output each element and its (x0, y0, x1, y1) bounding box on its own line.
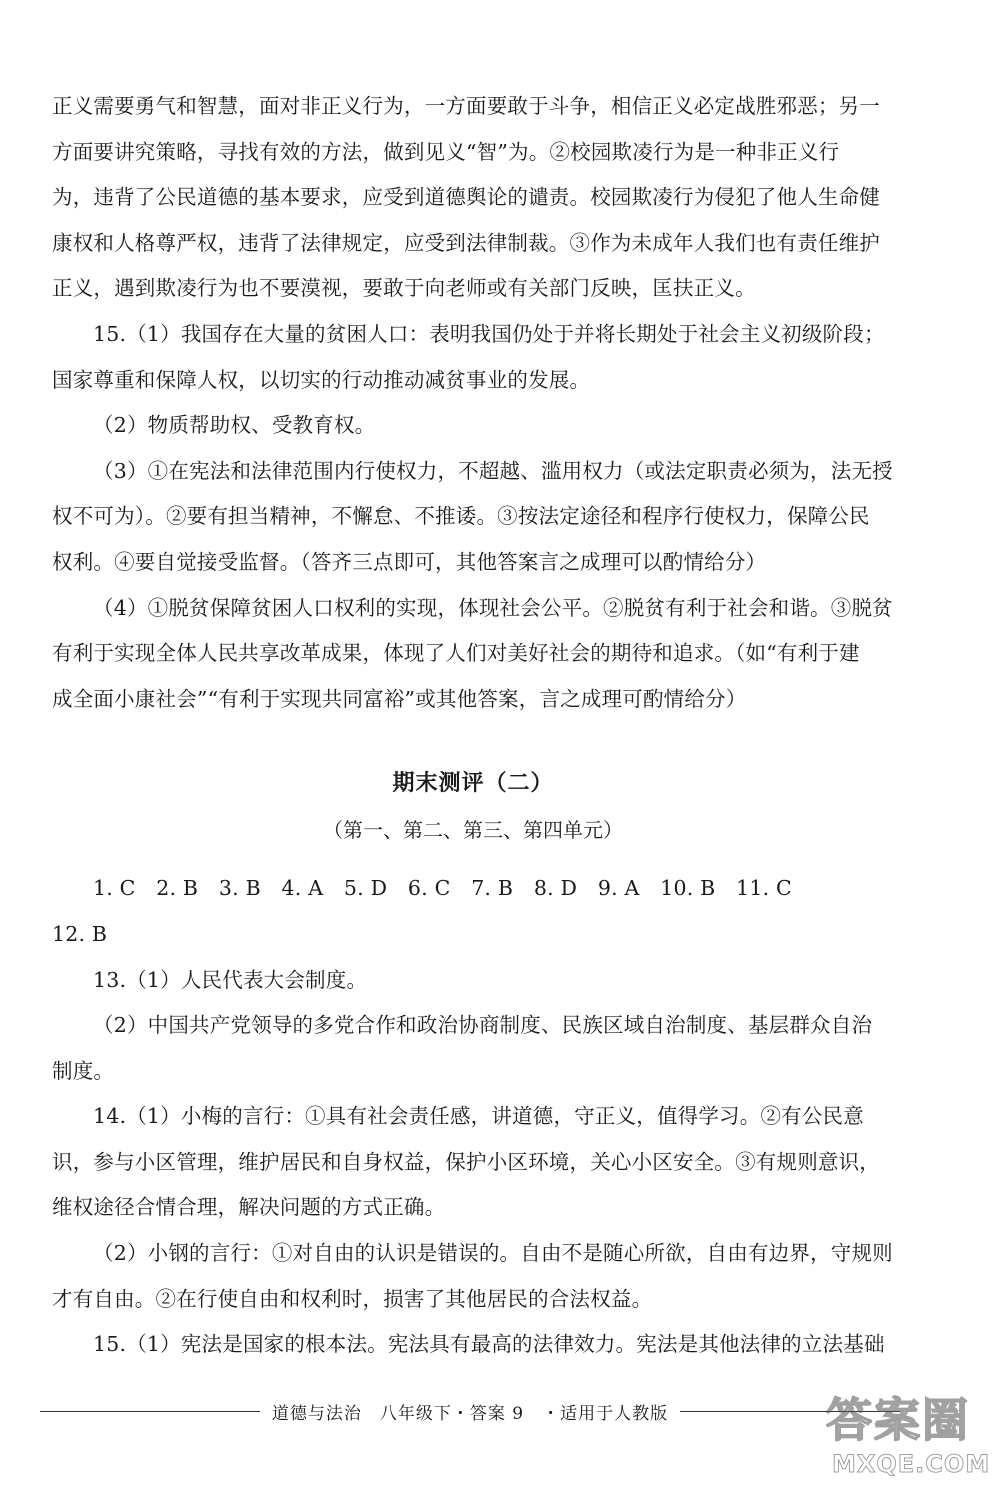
text-line: 有利于实现全体人民共享改革成果，体现了人们对美好社会的期待和追求。（如“有利于建 (52, 641, 860, 666)
text-line: 成全面小康社会”“有利于实现共同富裕”或其他答案，言之成理可酌情给分） (52, 686, 747, 711)
watermark-logo-text: 答案圈 (826, 1393, 970, 1447)
text-line: （2）物质帮助权、受教育权。 (93, 413, 376, 438)
text-line: （2）中国共产党领导的多党合作和政治协商制度、民族区域自治制度、基层群众自治 (93, 1013, 873, 1038)
answer-paragraph (52, 958, 894, 1004)
section-subtitle: （第一、第二、第三、第四单元） (323, 818, 623, 843)
text-line: 方面要讲究策略，寻找有效的方法，做到见义“智”为。②校园欺凌行为是一种非正义行 (52, 139, 840, 164)
answer-paragraph (52, 866, 894, 957)
watermark-url-text: MXQE.COM (832, 1450, 991, 1478)
text-line: 制度。 (52, 1058, 115, 1083)
section-title: 期末测评（二） (392, 771, 554, 797)
answer-paragraph (52, 586, 894, 723)
page-footer (40, 1396, 900, 1426)
answer-paragraph (52, 403, 894, 449)
answer-paragraph (52, 84, 894, 312)
text-line: 14.（1）小梅的言行：①具有社会责任感，讲道德，守正义，值得学习。②有公民意 (93, 1104, 864, 1129)
text-line: 为，违背了公民道德的基本要求，应受到道德舆论的谴责。校园欺凌行为侵犯了他人生命健 (52, 185, 880, 210)
text-line: 15.（1）宪法是国家的根本法。宪法具有最高的法律效力。宪法是其他法律的立法基础 (93, 1332, 885, 1357)
answers-bottom-block (52, 866, 894, 1368)
text-line: （4）①脱贫保障贫困人口权利的实现，体现社会公平。②脱贫有利于社会和谐。③脱贫 (93, 595, 893, 620)
text-line: 12. B (52, 921, 108, 946)
text-line: 权利。④要自觉接受监督。（答齐三点即可，其他答案言之成理可以酌情给分） (52, 549, 767, 574)
answer-paragraph (52, 312, 894, 403)
text-line: 才有自由。②在行使自由和权利时，损害了其他居民的合法权益。 (52, 1286, 653, 1311)
site-watermark-logo (818, 1378, 993, 1486)
text-line: 正义，遇到欺凌行为也不要漠视，要敢于向老师或有关部门反映，匡扶正义。 (52, 276, 756, 301)
text-line: 15.（1）我国存在大量的贫困人口：表明我国仍处于并将长期处于社会主义初级阶段； (93, 321, 885, 346)
answer-paragraph (52, 1094, 894, 1231)
text-line: 康权和人格尊严权，违背了法律规定，应受到法律制裁。③作为未成年人我们也有责任维护 (52, 230, 880, 255)
answer-page (52, 84, 894, 1368)
text-line: （2）小钢的言行：①对自由的认识是错误的。自由不是随心所欲，自由有边界，守规则 (93, 1241, 893, 1266)
text-line: 13.（1）人民代表大会制度。 (93, 967, 368, 992)
text-line: （3）①在宪法和法律范围内行使权力，不超越、滥用权力（或法定职责必须为，法无授 (93, 458, 893, 483)
text-line: 国家尊重和保障人权，以切实的行动推动减贫事业的发展。 (52, 367, 591, 392)
text-line: 正义需要勇气和智慧，面对非正义行为，一方面要敢于斗争，相信正义必定战胜邪恶；另一 (52, 94, 880, 118)
answer-paragraph (52, 1231, 894, 1322)
text-line: 权不可为）。②要有担当精神，不懈怠、不推诿。③按法定途径和程序行使权力，保障公民 (52, 504, 870, 529)
footer-text: 道德与法治 八年级下・答案 9 ・适用于人教版 (271, 1403, 669, 1424)
answer-paragraph (52, 1322, 894, 1368)
answer-paragraph (52, 449, 894, 586)
footer-rule-left (40, 1411, 260, 1412)
text-line: 1. C 2. B 3. B 4. A 5. D 6. C 7. B 8. D 9. A 10. B 11. C (93, 876, 792, 901)
answer-paragraph (52, 1003, 894, 1094)
text-line: 识，参与小区管理，维护居民和自身权益，保护小区环境，关心小区安全。③有规则意识， (52, 1149, 880, 1174)
text-line: 维权途径合情合理，解决问题的方式正确。 (52, 1195, 446, 1220)
answers-top-block (52, 84, 894, 722)
